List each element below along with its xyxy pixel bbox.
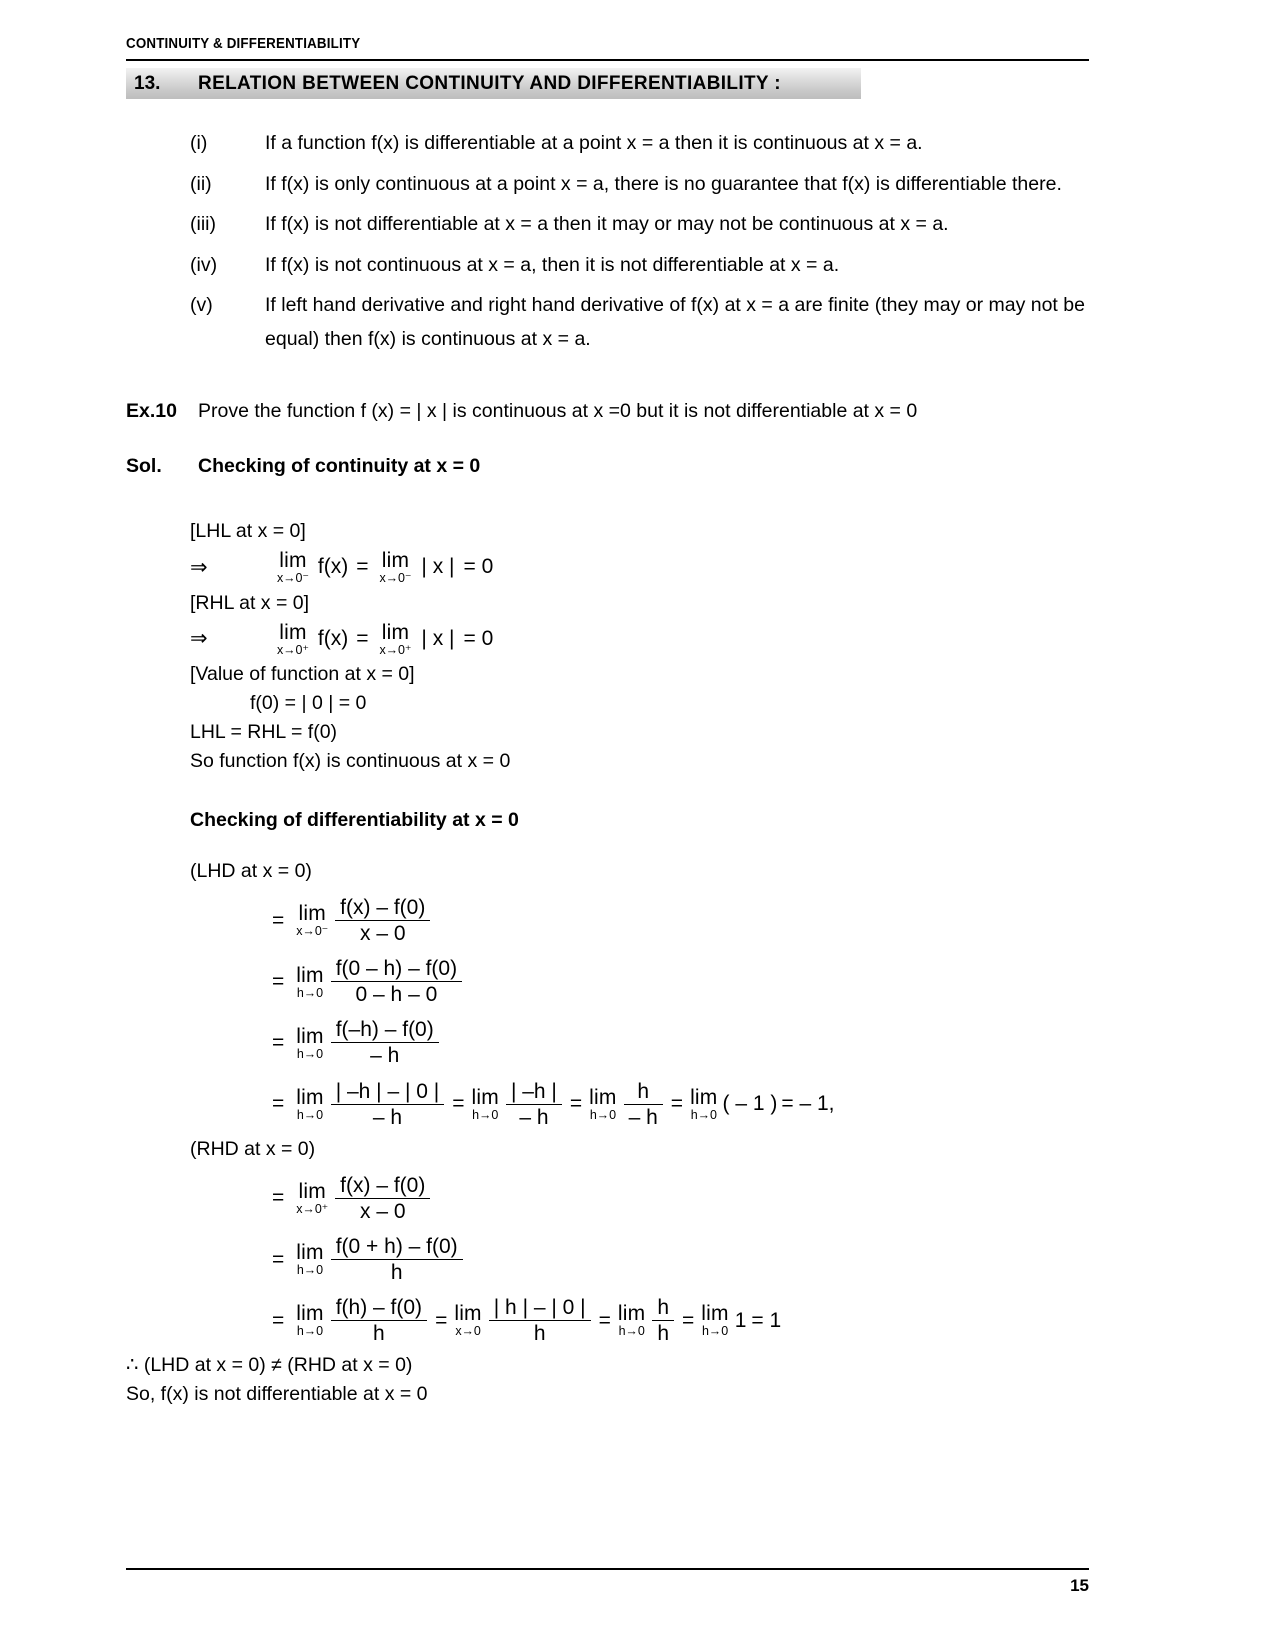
list-item-text: If left hand derivative and right hand derivative of f(x) at x = a are finite (they may or may not be equal) then f(x) is continuous at x = a. (265, 294, 1085, 350)
section-title-bar (126, 68, 861, 99)
lhd-step (190, 1018, 1090, 1067)
equals-sign: = (670, 1092, 684, 1116)
implies-icon: ⇒ (190, 627, 208, 651)
list-item-label: (iii) (190, 213, 216, 235)
section-title: RELATION BETWEEN CONTINUITY AND DIFFERENTIABILITY : (198, 72, 781, 94)
final-conclusion: So, f(x) is not differentiable at x = 0 (126, 1383, 428, 1406)
limit-operator (296, 903, 328, 938)
limit-subscript: x→0⁻ (277, 571, 309, 585)
limit-operator (296, 1026, 323, 1061)
equals-sign: = (598, 1308, 611, 1332)
value-bracket: [Value of function at x = 0] (190, 663, 415, 685)
fraction-denominator: – h (506, 1104, 562, 1129)
fraction (652, 1296, 674, 1345)
rhd-chain-row (190, 1296, 1090, 1345)
fraction (335, 1174, 430, 1223)
limit-op-label: lim (454, 1302, 482, 1326)
limit-subscript: h→0 (296, 1107, 324, 1122)
limit-subscript: x→0⁻ (296, 924, 329, 939)
lhl-rhl-equality-line: LHL = RHL = f(0) (190, 721, 338, 743)
limit-op-label: lim (471, 1085, 499, 1109)
limit-op-label: lim (701, 1302, 729, 1326)
limit-subscript: h→0 (472, 1107, 499, 1122)
limit-subscript: h→0 (296, 985, 324, 1000)
section-number: 13. (134, 72, 161, 94)
value-line: f(0) = | 0 | = 0 (250, 692, 367, 714)
fraction-numerator: f(h) – f(0) (335, 1296, 423, 1320)
list-item-text: If f(x) is not differentiable at x = a then it may or may not be continuous at x = a. (265, 213, 949, 235)
limit-result: = – 1, (781, 1092, 835, 1116)
limit-operator (296, 965, 323, 1000)
limit-op-label: lim (381, 549, 410, 572)
example-tag: Ex.10 (126, 400, 177, 422)
list-item-text: If a function f(x) is differentiable at a point x = a then it is continuous at x = a. (265, 132, 923, 154)
limit-subscript: x→0⁺ (277, 642, 309, 657)
fraction (489, 1296, 591, 1345)
fraction-numerator: | h | – | 0 | (493, 1296, 586, 1320)
implies-icon: ⇒ (190, 555, 208, 579)
limit-operator (296, 1087, 323, 1122)
limit-op-label: lim (296, 963, 324, 987)
fraction (624, 1080, 663, 1129)
equals-sign: = (272, 1247, 285, 1271)
list-item (190, 127, 1095, 161)
limit-operator (296, 1303, 323, 1338)
list-item-text: If f(x) is only continuous at a point x = a, there is no guarantee that f(x) is differentiable there. (265, 172, 1062, 195)
fraction (331, 1018, 439, 1067)
limit-operator (589, 1087, 616, 1122)
running-header: CONTINUITY & DIFFERENTIABILITY (126, 36, 361, 52)
lhl-equation-row (190, 550, 1090, 585)
rhd-label: (RHD at x = 0) (190, 1137, 316, 1160)
equals-sign: = (452, 1092, 465, 1116)
example-block (126, 400, 1106, 423)
fraction-denominator: x – 0 (335, 920, 430, 945)
limit-op-label: lim (296, 1085, 324, 1109)
continuity-conclusion: So function f(x) is continuous at x = 0 (190, 750, 511, 772)
fraction (331, 1235, 463, 1284)
lhd-step (190, 896, 1090, 945)
page-number: 15 (1070, 1576, 1089, 1595)
limit-subscript: h→0 (296, 1263, 324, 1278)
limit-op-label: lim (279, 549, 307, 572)
limit-operator (454, 1303, 481, 1338)
equals-sign: = (272, 1030, 285, 1054)
rhd-step (190, 1235, 1090, 1284)
limit-subscript: h→0 (701, 1324, 729, 1339)
fraction-denominator: – h (624, 1104, 663, 1129)
equals-sign: = (272, 1308, 285, 1332)
limit-result: = 0 (463, 555, 494, 579)
limit-op-label: lim (298, 902, 326, 926)
fraction (331, 1296, 427, 1345)
fraction-denominator: – h (331, 1042, 439, 1067)
limit-subscript: x→0⁺ (379, 642, 412, 657)
lhd-step (190, 957, 1090, 1006)
limit-operator (277, 550, 309, 585)
limit-expression: 1 (734, 1308, 747, 1332)
equals-sign: = (682, 1308, 695, 1332)
fraction-numerator: | –h | (510, 1079, 557, 1103)
limit-op-label: lim (279, 620, 307, 644)
limit-subscript: x→0 (455, 1324, 481, 1339)
fraction (506, 1080, 562, 1129)
footer-divider (126, 1568, 1089, 1570)
function-expression: f(x) (317, 555, 349, 579)
limit-operator (618, 1303, 645, 1338)
limit-op-label: lim (298, 1180, 326, 1204)
limit-operator (701, 1303, 728, 1338)
limit-op-label: lim (296, 1024, 324, 1048)
lhd-label: (LHD at x = 0) (190, 860, 312, 882)
limit-op-label: lim (690, 1085, 718, 1109)
equals-sign: = (435, 1308, 448, 1332)
fraction-denominator: h (489, 1320, 591, 1345)
limit-result: = 0 (463, 626, 494, 650)
fraction-denominator: h (331, 1320, 427, 1345)
equals-sign: = (272, 1186, 285, 1210)
equals-sign: = (272, 969, 285, 993)
fraction (331, 1080, 445, 1129)
fraction-denominator: h (331, 1259, 463, 1284)
fraction-denominator: h (652, 1320, 674, 1345)
limit-op-label: lim (617, 1302, 646, 1326)
limit-op-label: lim (589, 1085, 617, 1109)
fraction (335, 896, 430, 945)
fraction (331, 957, 462, 1006)
list-item (190, 249, 1095, 283)
example-statement: Prove the function f (x) = | x | is continuous at x =0 but it is not differentiable at x = 0 (198, 400, 918, 422)
list-item-label: (i) (190, 132, 208, 154)
limit-subscript: h→0 (690, 1107, 717, 1122)
limit-operator (296, 1181, 328, 1216)
properties-list (190, 127, 1095, 363)
absolute-value-expression: | x | (421, 626, 455, 650)
limit-operator (380, 622, 412, 657)
function-expression: f(x) (317, 626, 349, 650)
fraction-denominator: – h (331, 1104, 445, 1129)
limit-result: = 1 (751, 1308, 782, 1332)
header-divider (126, 59, 1089, 61)
fraction-numerator: h (637, 1079, 650, 1103)
solution-work (126, 508, 1090, 1409)
equals-sign: = (569, 1092, 583, 1116)
continuity-heading: Checking of continuity at x = 0 (198, 455, 481, 477)
fraction-numerator: f(0 – h) – f(0) (335, 957, 458, 981)
fraction-numerator: f(x) – f(0) (340, 896, 426, 919)
lhd-chain-row (190, 1080, 1090, 1129)
limit-subscript: h→0 (296, 1046, 324, 1061)
rhl-equation-row (190, 622, 1090, 657)
fraction-numerator: | –h | – | 0 | (335, 1079, 440, 1103)
equals-sign: = (356, 626, 369, 650)
final-comparison: ∴ (LHD at x = 0) ≠ (RHD at x = 0) (126, 1354, 413, 1377)
fraction-numerator: f(x) – f(0) (340, 1173, 426, 1197)
solution-tag: Sol. (126, 455, 162, 477)
limit-operator (472, 1087, 499, 1122)
fraction-numerator: h (657, 1296, 670, 1320)
lhl-bracket: [LHL at x = 0] (190, 520, 306, 542)
limit-operator (277, 622, 309, 657)
list-item-label: (ii) (190, 172, 212, 195)
limit-subscript: h→0 (618, 1324, 645, 1339)
limit-subscript: x→0⁺ (296, 1202, 329, 1217)
limit-operator (296, 1242, 323, 1277)
list-item (190, 168, 1095, 202)
rhl-bracket: [RHL at x = 0] (190, 591, 310, 614)
limit-expression: ( – 1 ) (722, 1092, 778, 1116)
equals-sign: = (272, 1092, 285, 1116)
solution-block (126, 455, 1106, 478)
list-item (190, 208, 1095, 242)
absolute-value-expression: | x | (421, 555, 455, 579)
equals-sign: = (356, 555, 369, 579)
list-item (190, 289, 1095, 356)
list-item-label: (iv) (190, 253, 218, 276)
limit-op-label: lim (381, 620, 410, 644)
fraction-denominator: 0 – h – 0 (331, 981, 462, 1006)
limit-operator (380, 550, 412, 585)
list-item-text: If f(x) is not continuous at x = a, then it is not differentiable at x = a. (265, 253, 840, 276)
limit-op-label: lim (296, 1241, 324, 1265)
limit-op-label: lim (296, 1302, 324, 1326)
rhd-step (190, 1174, 1090, 1223)
fraction-numerator: f(0 + h) – f(0) (335, 1234, 458, 1258)
limit-subscript: h→0 (589, 1107, 616, 1122)
equals-sign: = (272, 908, 285, 932)
fraction-denominator: x – 0 (335, 1198, 430, 1223)
fraction-numerator: f(–h) – f(0) (335, 1018, 434, 1042)
limit-operator (690, 1087, 717, 1122)
list-item-label: (v) (190, 294, 213, 316)
differentiability-heading: Checking of differentiability at x = 0 (190, 809, 519, 831)
limit-subscript: x→0⁻ (379, 571, 412, 585)
limit-subscript: h→0 (296, 1324, 324, 1339)
